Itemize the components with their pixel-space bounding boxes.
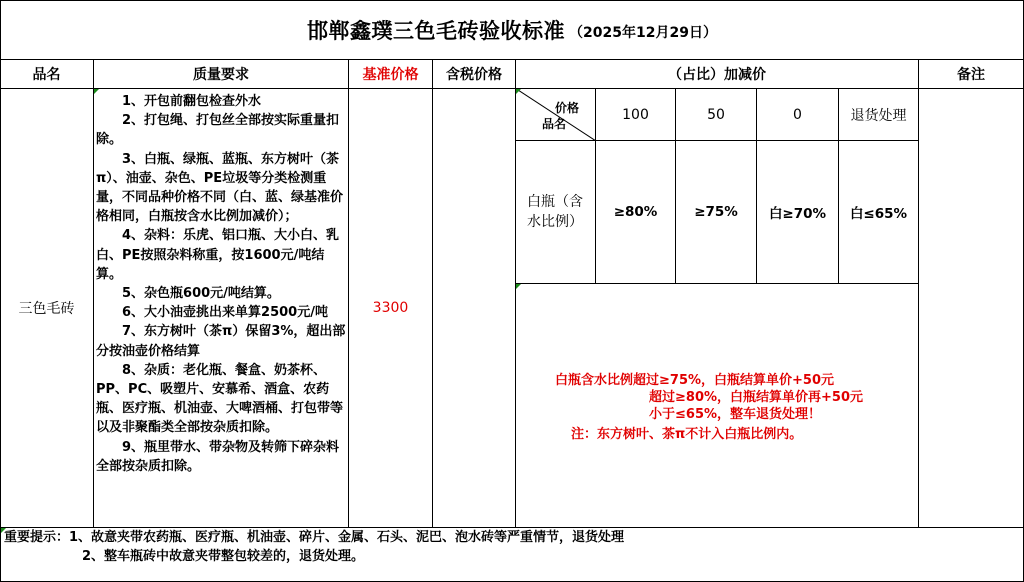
- corner-bottom-label: 品名: [542, 117, 567, 131]
- sub-col-header: 退货处理: [850, 107, 907, 124]
- cell-marker: [516, 284, 521, 289]
- col-line-3: [432, 59, 433, 528]
- header-ratio: （占比）加减价: [668, 67, 766, 83]
- footer-line: 1、故意夹带农药瓶、医疗瓶、机油壶、碎片、金属、石头、泥巴、泡水砖等严重情节，退货处理: [69, 530, 625, 545]
- col-line-5: [918, 59, 919, 528]
- requirement-item: 2、打包绳、打包丝全部按实际重量扣除。: [96, 113, 340, 148]
- requirement-item: 8、杂质：老化瓶、餐盒、奶茶杯、PP、PC、吸塑片、安慕希、酒盒、农药瓶、医疗瓶、机油壶、大啤酒桶、打包带等以及非聚酯类全部按杂质扣除。: [96, 362, 344, 436]
- border-top: [0, 0, 1024, 1]
- item-name: 三色毛砖: [18, 301, 75, 317]
- sub-row-line-2: [515, 283, 919, 284]
- sub-row-value: 白≥70%: [768, 206, 827, 222]
- note-line: 白瓶含水比例超过≥75%，白瓶结算单价+50元: [555, 373, 834, 388]
- requirement-item: 6、大小油壶挑出来单算2500元/吨: [122, 305, 328, 321]
- footer-line: 2、整车瓶砖中故意夹带整包较差的，退货处理。: [82, 548, 365, 564]
- footer-notice: [4, 529, 624, 566]
- sub-row-label: 白瓶（含水比例）: [527, 194, 583, 230]
- sub-col-header: 0: [793, 106, 802, 123]
- requirement-item: 5、杂色瓶600元/吨结算。: [122, 286, 280, 302]
- requirement-item: 7、东方树叶（茶π）保留3%，超出部分按油壶价格结算: [96, 324, 346, 359]
- footer-label: 重要提示：: [4, 530, 70, 545]
- title-date: （2025年12月29日）: [569, 25, 717, 41]
- header-name: 品名: [32, 67, 61, 83]
- requirement-item: 4、杂料：乐虎、铝口瓶、大小白、乳白、PE按照杂料称重，按1600元/吨结算。: [96, 228, 340, 282]
- title-main: 邯郸鑫璞三色毛砖验收标准: [307, 18, 566, 43]
- quality-requirements: [96, 92, 346, 476]
- header-quality: 质量要求: [193, 67, 249, 83]
- requirement-item: 1、开包前翻包检查外水: [122, 94, 262, 109]
- item-base-price: 3300: [372, 300, 409, 316]
- note-line: 注：东方树叶、茶π不计入白瓶比例内。: [571, 427, 803, 442]
- sub-row-value: 白≤65%: [849, 206, 908, 222]
- sub-row-value: ≥75%: [694, 204, 738, 220]
- requirement-item: 3、白瓶、绿瓶、蓝瓶、东方树叶（茶π）、油壶、杂色、PE垃圾等分类检测重量，不同品种价格不同（白、蓝、绿基准价格相同，白瓶按含水比例加减价）；: [96, 151, 344, 225]
- header-tax-price: 含税价格: [446, 67, 502, 83]
- note-line: 超过≥80%，白瓶结算单价再+50元: [649, 390, 863, 405]
- page-title: [0, 0, 1024, 60]
- col-line-1: [93, 59, 94, 528]
- cell-marker: [516, 89, 521, 94]
- requirement-item: 9、瓶里带水、带杂物及转筛下碎杂料全部按杂质扣除。: [96, 439, 340, 474]
- note-line: 小于≤65%，整车退货处理！: [649, 407, 822, 422]
- sub-row-value: ≥80%: [613, 204, 658, 220]
- sub-col-header: 100: [622, 106, 649, 123]
- header-remark: 备注: [957, 67, 985, 83]
- header-base-price: 基准价格: [362, 67, 419, 83]
- sub-col-header: 50: [707, 106, 725, 123]
- divider-footer: [0, 527, 1024, 528]
- corner-top-label: 价格: [555, 101, 580, 115]
